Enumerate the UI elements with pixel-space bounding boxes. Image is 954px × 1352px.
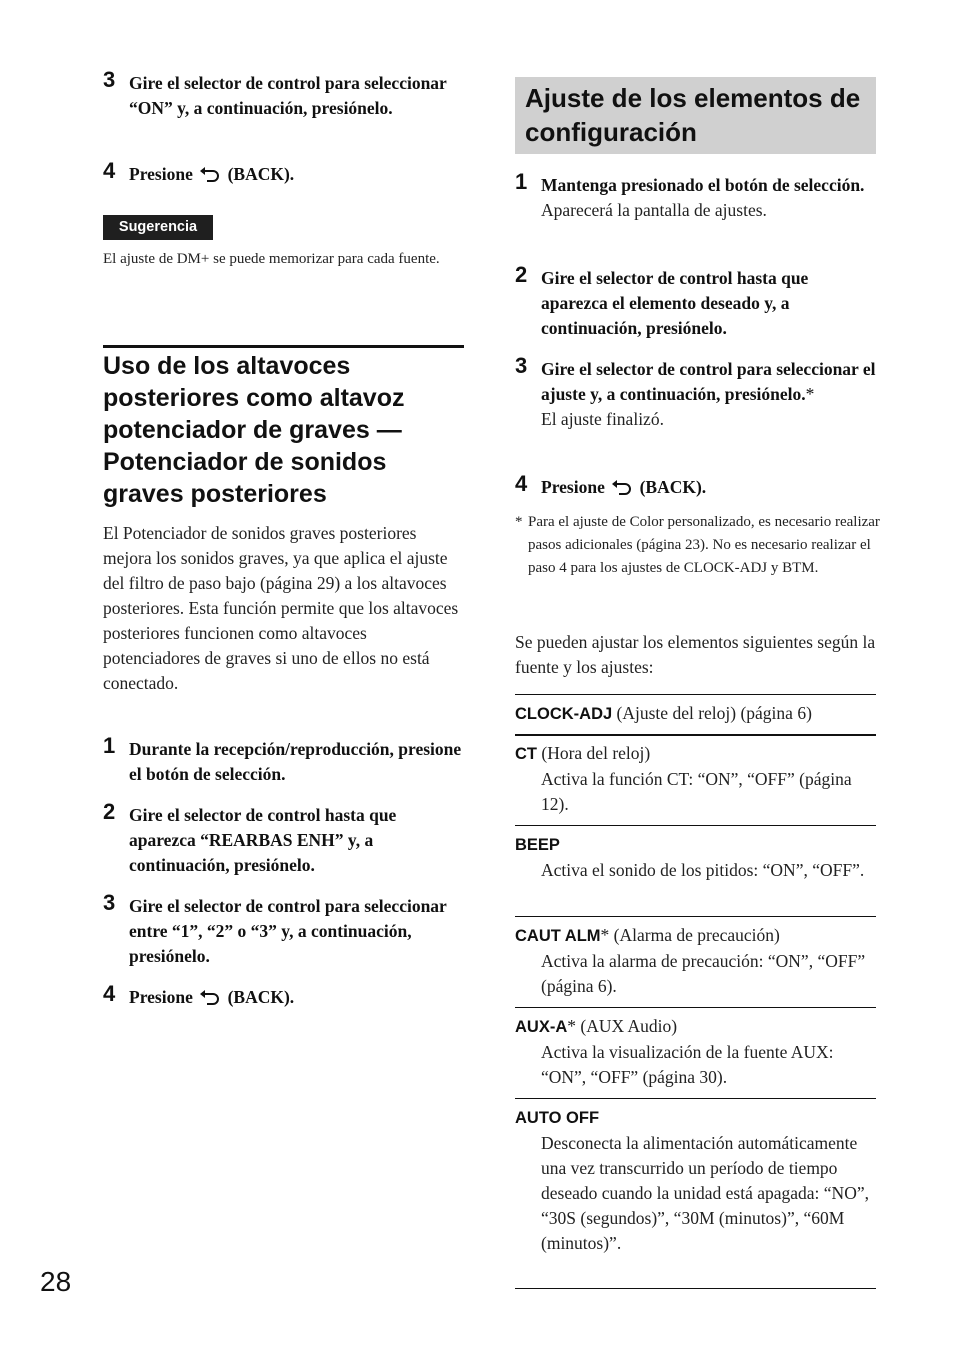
footnote [515,511,880,580]
setting-item-beep [515,825,876,883]
setting-name: CAUT ALM [515,927,601,945]
section-title-setup: Ajuste de los elementos de configuración [525,83,861,147]
step-result: El ajuste finalizó. [541,409,664,429]
setting-label: (Hora del reloj) [537,743,651,763]
setting-label: (Alarma de precaución) [609,925,780,945]
rear-bass-step-3 [103,890,464,969]
setting-label: (Ajuste del reloj) (página 6) [612,703,812,723]
step-number: 2 [103,799,116,824]
step-number: 1 [103,733,116,758]
step-result: Aparecerá la pantalla de ajustes. [541,200,767,220]
footnote-mark: * [600,925,610,945]
back-icon [199,166,221,182]
footnote-text: Para el ajuste de Color personalizado, es necesario realizar pasos adicionales (página 23). No es necesario realizar el paso 4 para los ajustes de CLOCK-ADJ y BTM. [528,514,880,576]
setting-name: BEEP [515,836,560,854]
step-text: Gire el selector de control hasta que aparezca el elemento deseado y, a continuación, presiónelo. [541,268,809,338]
step-text: Gire el selector de control para seleccionar entre “1”, “2” o “3” y, a continuación, presiónelo. [129,896,447,966]
step-number: 4 [103,981,116,1006]
rear-bass-step-1 [103,733,464,787]
setup-step-2 [515,262,876,341]
rear-bass-step-4 [103,981,464,1010]
step-number: 2 [515,262,528,287]
setting-description: Activa la alarma de precaución: “ON”, “OFF” (página 6). [541,951,866,996]
setup-intro: Se pueden ajustar los elementos siguientes según la fuente y los ajustes: [515,632,876,677]
setup-step-4 [515,471,876,500]
setting-description: Activa el sonido de los pitidos: “ON”, “OFF”. [541,860,865,880]
step-3-top [103,67,464,121]
step-text: Mantenga presionado el botón de selección. [541,175,865,195]
step-text: Presione (BACK). [129,164,295,184]
setting-item-caut-alm [515,916,876,999]
setting-description: Activa la visualización de la fuente AUX: “ON”, “OFF” (página 30). [541,1042,834,1087]
step-text: Presione (BACK). [541,477,707,497]
step-number: 3 [103,67,116,92]
step-text: Gire el selector de control hasta que aparezca “REARBAS ENH” y, a continuación, presiónelo. [129,805,397,875]
tip-text: El ajuste de DM+ se puede memorizar para cada fuente. [103,251,440,267]
back-icon [611,479,633,495]
step-text: Gire el selector de control para seleccionar el ajuste y, a continuación, presiónelo.* [541,359,876,404]
step-number: 4 [103,158,116,183]
step-4-top [103,158,464,187]
step-number: 4 [515,471,528,496]
page-number: 28 [40,1266,72,1297]
setting-item-auto-off [515,1098,876,1256]
footnote-mark: * [567,1016,576,1036]
table-bottom-rule [515,1288,876,1289]
setting-name: AUTO OFF [515,1109,600,1127]
step-number: 1 [515,169,528,194]
rear-bass-step-2 [103,799,464,878]
setup-step-3 [515,353,876,432]
rear-bass-intro: El Potenciador de sonidos graves posteriores mejora los sonidos graves, ya que aplica el ajuste del filtro de paso bajo (página 29) a los altavoces posteriores. Esta función permite que los altavoces posteriores funcionen como altavoces potenciadores de graves si uno de ellos no está conectado. [103,523,459,693]
section-title-rear-bass: Uso de los altavoces posteriores como altavoz potenciador de graves — Potenciador de sonidos graves posteriores [103,352,405,508]
setting-item-aux-a [515,1007,876,1090]
setting-description: Activa la función CT: “ON”, “OFF” (página 12). [541,769,852,814]
section-header-box [515,77,876,154]
step-text: Presione (BACK). [129,987,295,1007]
setting-label: (AUX Audio) [576,1016,678,1036]
step-text: Gire el selector de control para seleccionar “ON” y, a continuación, presiónelo. [129,73,447,118]
step-number: 3 [103,890,116,915]
setting-name: AUX-A [515,1018,568,1036]
back-icon [199,989,221,1005]
setting-name: CT [515,745,537,763]
section-rule [103,345,464,348]
footnote-mark: * [805,384,815,404]
setting-item-ct [515,734,876,817]
setting-name: CLOCK-ADJ [515,705,613,723]
step-number: 3 [515,353,528,378]
footnote-mark: * [515,514,523,530]
step-text: Durante la recepción/reproducción, presione el botón de selección. [129,739,462,784]
tip-label: Sugerencia [103,215,213,240]
setup-step-1 [515,169,876,223]
setting-item-clock-adj [515,694,876,727]
setting-description: Desconecta la alimentación automáticamente una vez transcurrido un período de tiempo deseado cuando la unidad está apagada: “NO”, “30S (segundos)”, “30M (minutos)”, “60M (minutos)”. [541,1133,869,1253]
